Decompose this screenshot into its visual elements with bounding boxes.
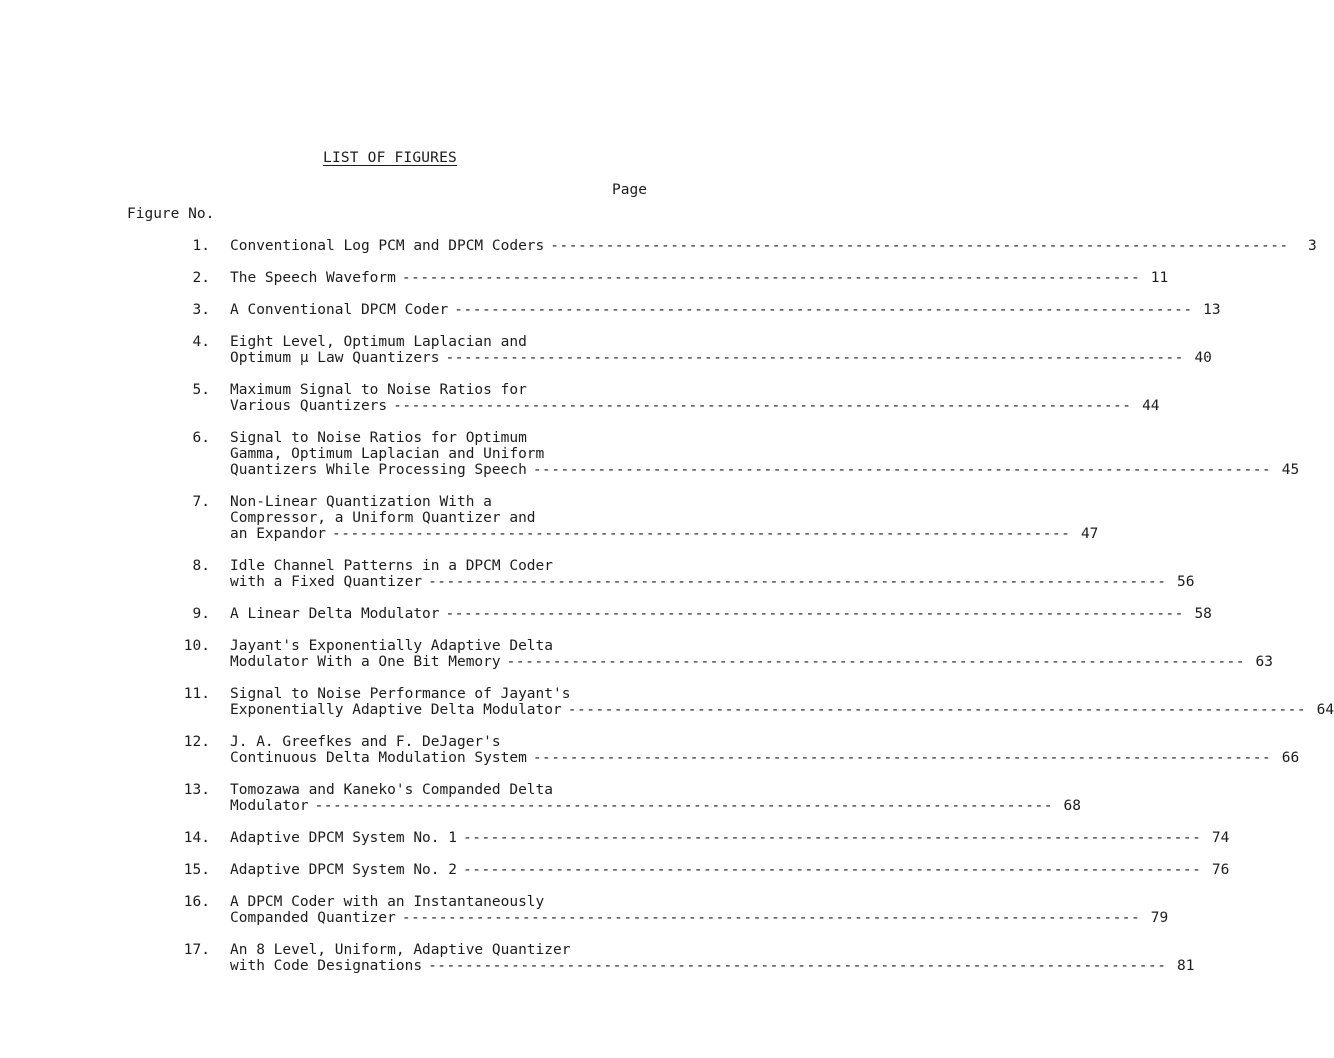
dot-leader: --------------------------------------------------------------------------------: [393, 398, 1132, 414]
figure-number: 11.: [183, 686, 210, 702]
figure-caption-line: an Expandor: [230, 526, 327, 542]
figure-caption: [230, 238, 1317, 254]
figure-caption-line: An 8 Level, Uniform, Adaptive Quantizer: [230, 942, 571, 958]
figure-caption-last-line: [230, 398, 1160, 414]
figure-caption-last-line: [230, 862, 1230, 878]
figure-caption-line: Quantizers While Processing Speech: [230, 462, 527, 478]
figure-page-number: 74: [1211, 830, 1230, 846]
figure-page-number: 56: [1176, 574, 1195, 590]
figure-page-number: 58: [1194, 606, 1212, 622]
figure-caption-last-line: [230, 798, 1081, 814]
figure-number: 9.: [192, 606, 210, 622]
figure-page-number: 45: [1281, 462, 1300, 478]
figure-caption-last-line: [230, 350, 1212, 366]
dot-leader: --------------------------------------------------------------------------------: [550, 238, 1289, 254]
page-column-label: Page: [612, 182, 647, 198]
figure-caption-line: Idle Channel Patterns in a DPCM Coder: [230, 558, 554, 574]
figure-number: 4.: [192, 334, 210, 350]
figure-page-number: 68: [1063, 798, 1081, 814]
figure-caption-line: with a Fixed Quantizer: [230, 574, 423, 590]
figure-caption: [230, 270, 1169, 286]
figure-caption-last-line: [230, 606, 1212, 622]
figure-caption: [230, 494, 1099, 542]
dot-leader: --------------------------------------------------------------------------------: [462, 830, 1202, 846]
figure-caption: [230, 302, 1221, 318]
figure-caption: [230, 558, 1195, 590]
figure-page-number: 79: [1150, 910, 1169, 926]
figure-caption-last-line: [230, 526, 1099, 542]
figure-caption-line: Exponentially Adaptive Delta Modulator: [230, 702, 562, 718]
figure-caption-line: A DPCM Coder with an Instantaneously: [230, 894, 545, 910]
dot-leader: --------------------------------------------------------------------------------: [401, 910, 1141, 926]
figure-caption-line: Modulator With a One Bit Memory: [230, 654, 501, 670]
figure-caption-line: Companded Quantizer: [230, 910, 396, 926]
figure-number: 16.: [183, 894, 210, 910]
figure-page-number: 63: [1255, 654, 1274, 670]
figure-caption-last-line: [230, 302, 1221, 318]
figure-caption-line: The Speech Waveform: [230, 270, 396, 286]
figure-caption: [230, 382, 1160, 414]
dot-leader: --------------------------------------------------------------------------------: [428, 958, 1167, 974]
figure-caption-line: Jayant's Exponentially Adaptive Delta: [230, 638, 554, 654]
dot-leader: --------------------------------------------------------------------------------: [567, 702, 1307, 718]
figure-number: 7.: [192, 494, 210, 510]
figure-page-number: 81: [1176, 958, 1195, 974]
dot-leader: --------------------------------------------------------------------------------: [532, 750, 1272, 766]
figure-page-number: 11: [1150, 270, 1169, 286]
dot-leader: --------------------------------------------------------------------------------: [532, 462, 1272, 478]
figure-caption: [230, 894, 1169, 926]
figure-caption-last-line: [230, 574, 1195, 590]
figure-caption: [230, 734, 1300, 766]
figure-number: 2.: [192, 270, 210, 286]
figure-caption-line: A Conventional DPCM Coder: [230, 302, 449, 318]
figure-page-number: 66: [1281, 750, 1300, 766]
figure-caption-last-line: [230, 750, 1300, 766]
figure-column-label: Figure No.: [127, 206, 215, 222]
figure-caption: [230, 686, 1334, 718]
figure-caption-last-line: [230, 702, 1334, 718]
figure-caption-line: Modulator: [230, 798, 309, 814]
figure-caption: [230, 942, 1195, 974]
dot-leader: --------------------------------------------------------------------------------: [314, 798, 1053, 814]
figure-caption-last-line: [230, 958, 1195, 974]
dot-leader: --------------------------------------------------------------------------------: [332, 526, 1071, 542]
figure-caption-line: Non-Linear Quantization With a: [230, 494, 492, 510]
figure-number: 17.: [183, 942, 210, 958]
figure-caption-line: Conventional Log PCM and DPCM Coders: [230, 238, 545, 254]
figure-caption-last-line: [230, 830, 1230, 846]
dot-leader: --------------------------------------------------------------------------------: [454, 302, 1193, 318]
figure-caption: [230, 830, 1230, 846]
figure-caption-last-line: [230, 270, 1169, 286]
figure-caption: [230, 334, 1212, 366]
figure-page-number: 47: [1080, 526, 1099, 542]
figure-caption-line: Maximum Signal to Noise Ratios for: [230, 382, 527, 398]
figure-caption-last-line: [230, 910, 1169, 926]
dot-leader: --------------------------------------------------------------------------------: [428, 574, 1167, 590]
figure-caption-line: Various Quantizers: [230, 398, 388, 414]
figure-page-number: 44: [1142, 398, 1160, 414]
figure-caption-line: Optimum μ Law Quantizers: [230, 350, 440, 366]
figure-page-number: 40: [1194, 350, 1212, 366]
figure-page-number: 13: [1203, 302, 1221, 318]
figure-caption-line: Signal to Noise Performance of Jayant's: [230, 686, 571, 702]
figure-number: 15.: [183, 862, 210, 878]
figure-number: 14.: [183, 830, 210, 846]
figure-caption: [230, 862, 1230, 878]
figure-caption-last-line: [230, 654, 1274, 670]
figure-caption-line: Signal to Noise Ratios for Optimum: [230, 430, 527, 446]
figure-caption-line: Gamma, Optimum Laplacian and Uniform: [230, 446, 545, 462]
figure-number: 1.: [192, 238, 210, 254]
figure-caption-last-line: [230, 238, 1317, 254]
figure-page-number: 64: [1316, 702, 1334, 718]
figure-number: 10.: [183, 638, 210, 654]
figure-number: 5.: [192, 382, 210, 398]
page-title: [0, 150, 780, 166]
figure-caption-line: Adaptive DPCM System No. 2: [230, 862, 457, 878]
dot-leader: --------------------------------------------------------------------------------: [506, 654, 1246, 670]
figure-caption-line: J. A. Greefkes and F. DeJager's: [230, 734, 501, 750]
figure-page-number: 76: [1211, 862, 1230, 878]
figure-caption: [230, 782, 1081, 814]
figure-caption: [230, 430, 1300, 478]
figure-caption-line: Compressor, a Uniform Quantizer and: [230, 510, 536, 526]
dot-leader: --------------------------------------------------------------------------------: [462, 862, 1202, 878]
figure-caption: [230, 638, 1274, 670]
dot-leader: --------------------------------------------------------------------------------: [401, 270, 1141, 286]
figure-caption-line: with Code Designations: [230, 958, 423, 974]
figure-caption-line: A Linear Delta Modulator: [230, 606, 440, 622]
dot-leader: --------------------------------------------------------------------------------: [445, 606, 1184, 622]
figure-number: 3.: [192, 302, 210, 318]
figure-number: 6.: [192, 430, 210, 446]
figure-caption-line: Continuous Delta Modulation System: [230, 750, 527, 766]
figure-page-number: 3: [1307, 238, 1317, 254]
figure-caption-line: Tomozawa and Kaneko's Companded Delta: [230, 782, 554, 798]
figure-number: 13.: [183, 782, 210, 798]
figure-number: 12.: [183, 734, 210, 750]
page-title-text: LIST OF FIGURES: [323, 150, 457, 166]
figure-caption: [230, 606, 1212, 622]
dot-leader: --------------------------------------------------------------------------------: [445, 350, 1184, 366]
figure-caption-line: Eight Level, Optimum Laplacian and: [230, 334, 527, 350]
figure-number: 8.: [192, 558, 210, 574]
figure-caption-line: Adaptive DPCM System No. 1: [230, 830, 457, 846]
figure-caption-last-line: [230, 462, 1300, 478]
